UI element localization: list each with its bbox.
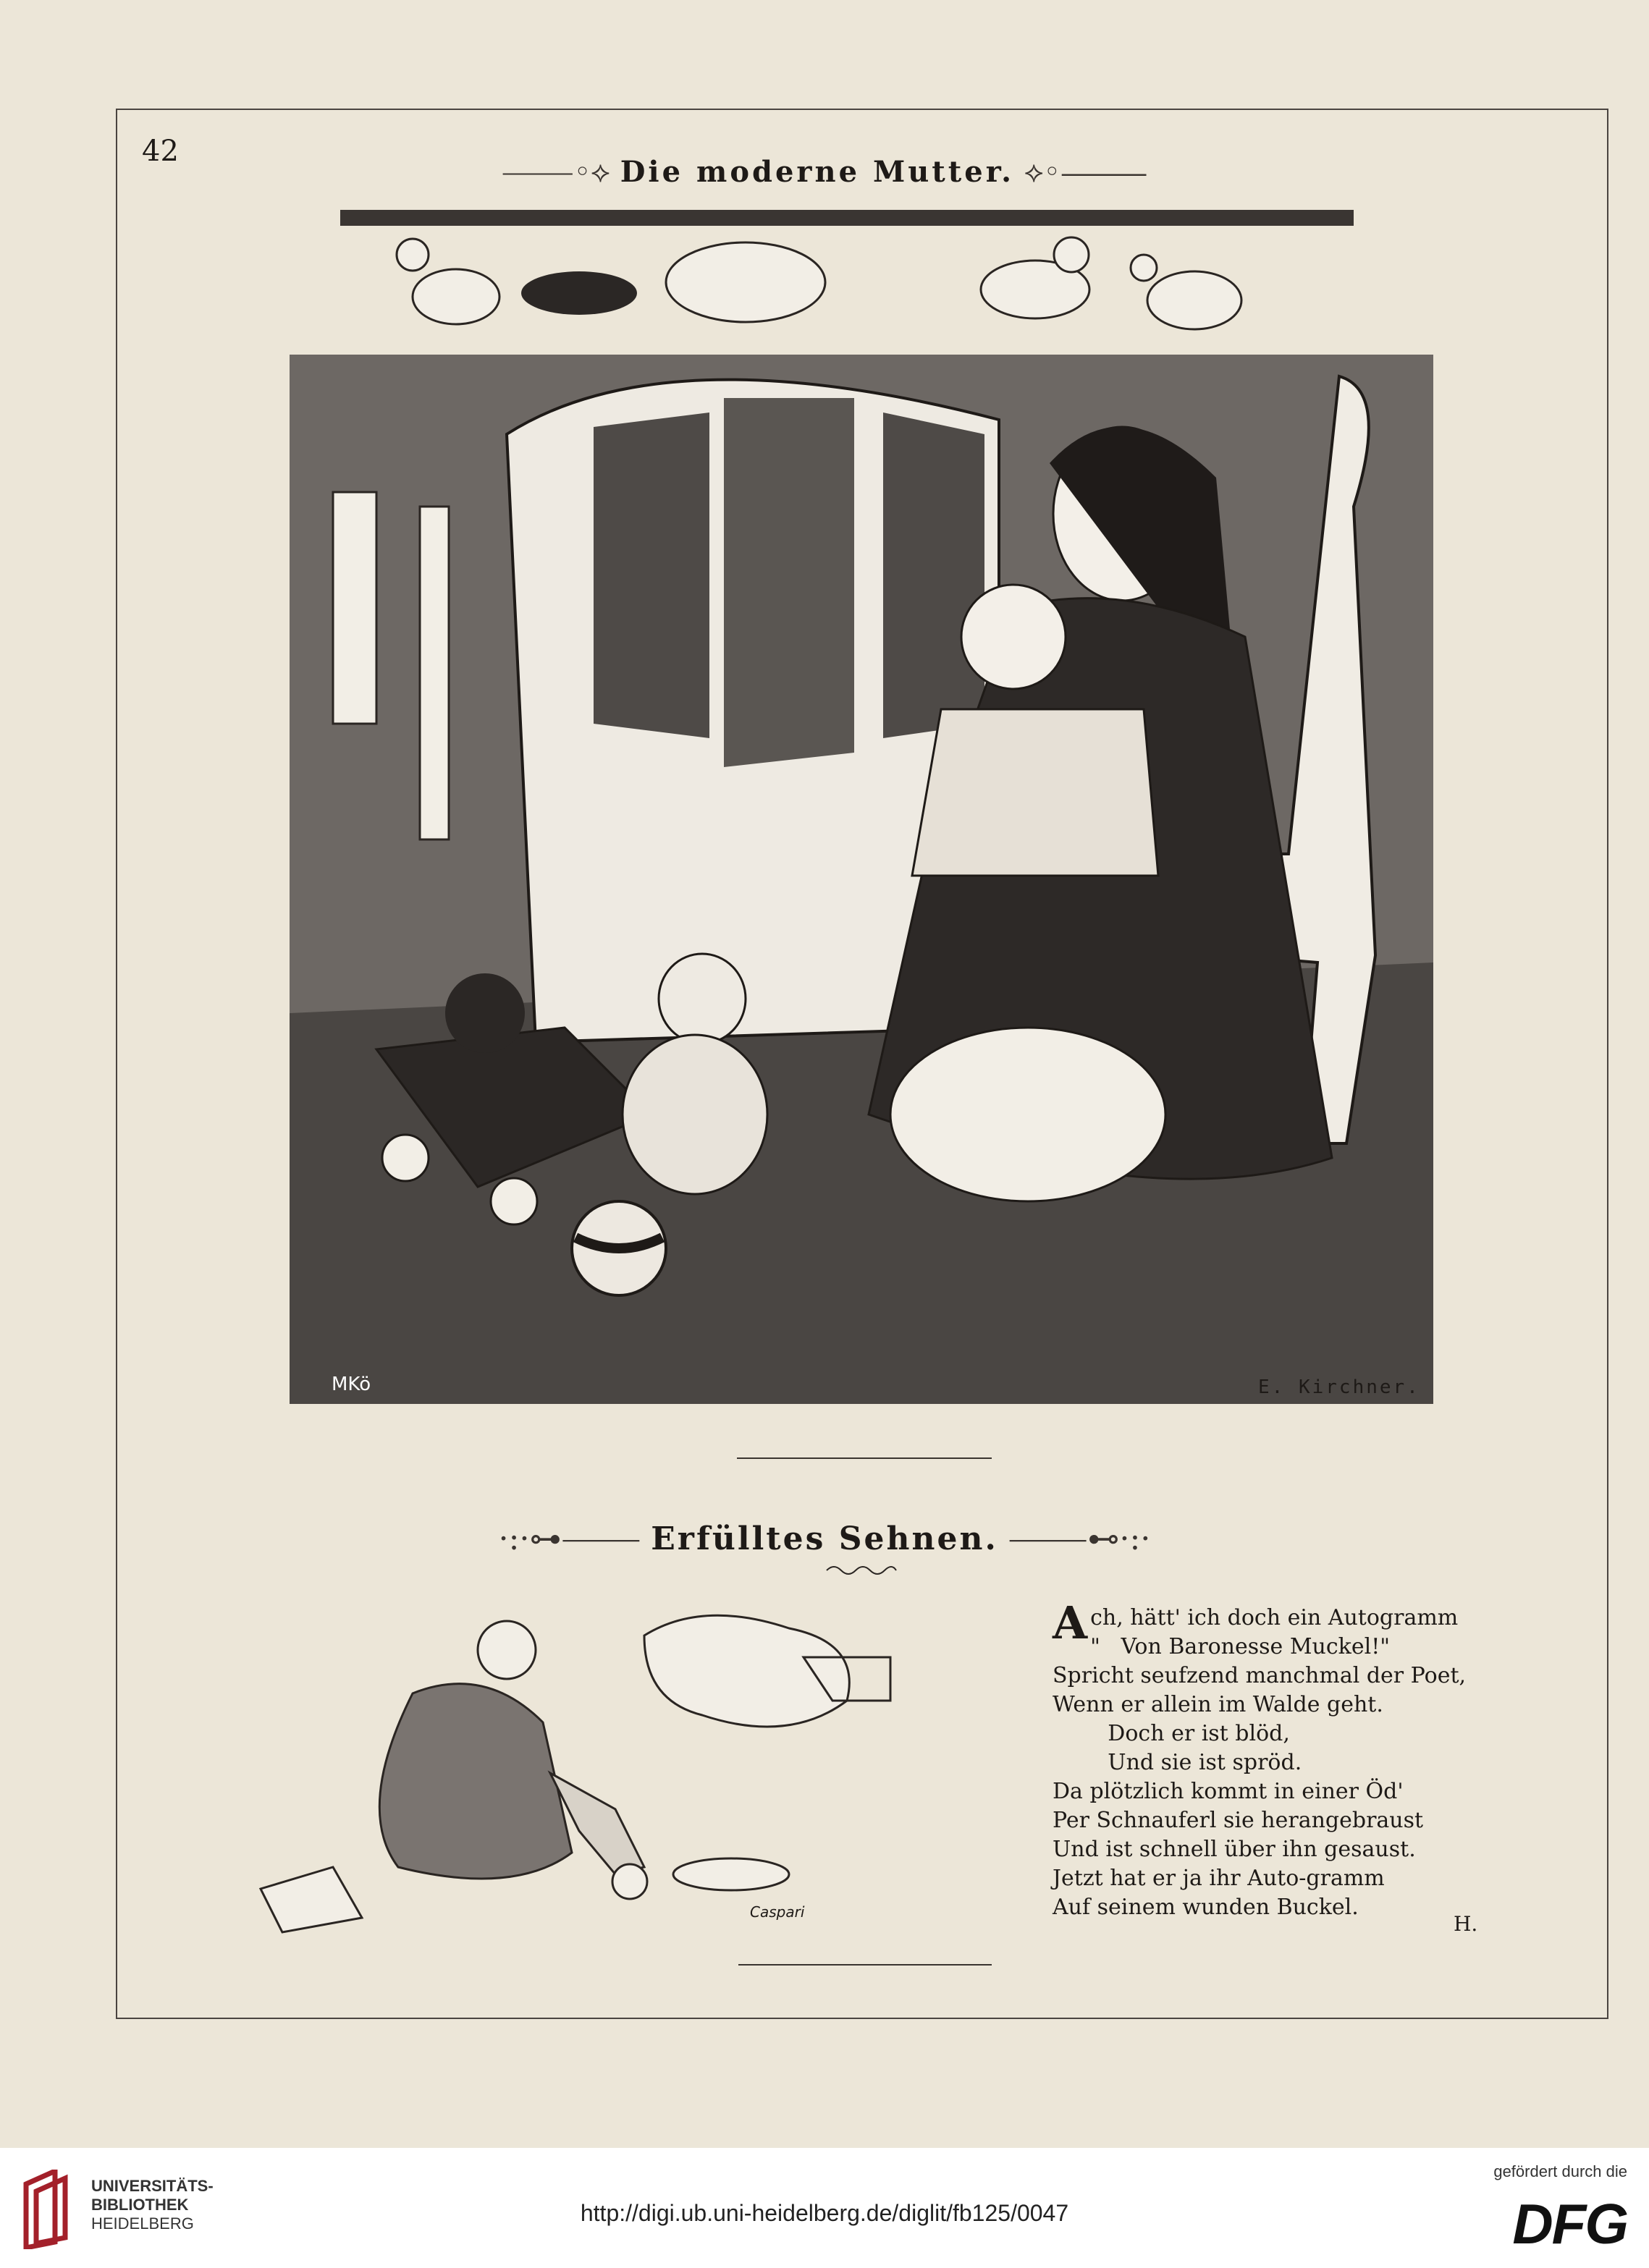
poet-illustration [239, 1592, 934, 1939]
page-title [0, 149, 1649, 190]
main-illustration [290, 203, 1433, 1418]
poem-line: Auf seinem wunden Buckel. [1053, 1895, 1359, 1920]
illustration-monogram: MKö [332, 1374, 371, 1395]
poem-line: Da plötzlich kommt in einer Öd' [1053, 1779, 1404, 1804]
ornament-right-icon: ⸻⊷·:· [1008, 1520, 1151, 1557]
small-illustration-signature: Caspari [750, 1903, 805, 1921]
divider-bottom [738, 1964, 992, 1966]
frieze-animals [397, 237, 1241, 329]
funding-caption: gefördert durch die [1493, 2162, 1627, 2180]
divider-top [737, 1457, 992, 1459]
header-title-text: Die moderne Mutter. [620, 155, 1015, 189]
squiggle-ornament [825, 1563, 898, 1578]
ornament-right-icon: ⟡◦⸻ [1024, 156, 1148, 189]
poem-line: Jetzt hat er ja ihr Auto-gramm [1053, 1866, 1385, 1891]
illustration-signature: E. Kirchner. [1258, 1376, 1420, 1398]
poem-line: ch, hätt' ich doch ein Autogramm [1090, 1605, 1459, 1630]
poem-line: Per Schnauferl sie herangebraust [1053, 1808, 1424, 1833]
poem-body [1053, 1596, 1467, 1922]
poem-title [0, 1512, 1649, 1559]
poem-line: " Von Baronesse Muckel!" [1090, 1634, 1391, 1659]
poem-dropcap: A [1053, 1596, 1088, 1649]
ornament-left-icon: ⸻◦⟡ [501, 156, 610, 189]
library-name-line: HEIDELBERG [91, 2214, 194, 2233]
page-number: 42 [142, 135, 179, 168]
footer-bar [0, 2148, 1649, 2268]
poem-author: H. [1454, 1912, 1478, 1936]
dfg-logo: DFG [1512, 2192, 1627, 2256]
poem-line: Spricht seufzend manchmal der Poet, [1053, 1663, 1467, 1688]
ornament-left-icon: ·:·⊶⸻ [498, 1520, 641, 1557]
poem-line: Wenn er allein im Walde geht. [1053, 1692, 1383, 1717]
poem-line: Doch er ist blöd, [1053, 1721, 1290, 1746]
library-name-line: UNIVERSITÄTS- [91, 2177, 214, 2195]
permalink-url[interactable]: http://digi.ub.uni-heidelberg.de/diglit/fb125/0047 [580, 2200, 1069, 2226]
library-name-line: BIBLIOTHEK [91, 2196, 189, 2214]
poem-title-text: Erfülltes Sehnen. [651, 1520, 998, 1557]
poem-line: Und sie ist spröd. [1053, 1750, 1302, 1775]
poem-line: Und ist schnell über ihn gesaust. [1053, 1837, 1416, 1862]
